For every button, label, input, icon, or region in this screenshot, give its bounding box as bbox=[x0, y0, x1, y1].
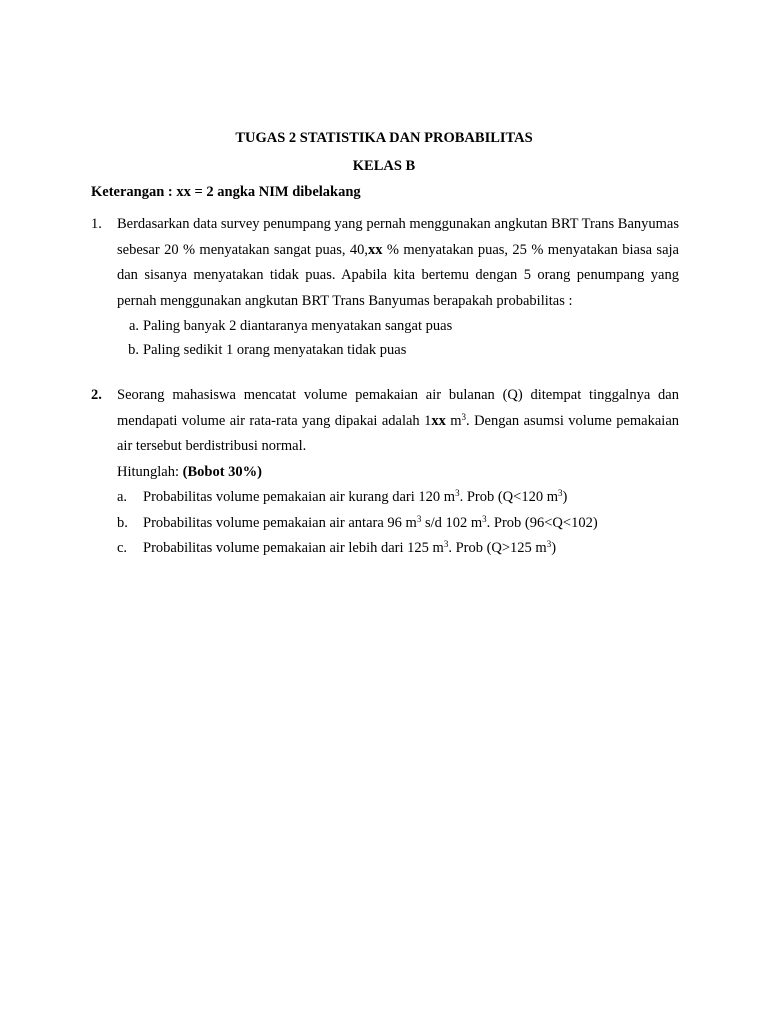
item-text: . Prob (96<Q<102) bbox=[486, 514, 598, 531]
placeholder-xx: xx bbox=[431, 412, 446, 429]
question-number: 1. bbox=[91, 216, 102, 232]
list-item bbox=[117, 511, 679, 537]
item-text: Paling sedikit 1 orang menyatakan tidak puas bbox=[143, 342, 407, 358]
item-superscript: 3 bbox=[443, 539, 449, 549]
hitung-line bbox=[117, 460, 679, 486]
item-text: . Prob (Q<120 m bbox=[459, 489, 558, 505]
weight-label: (Bobot 30%) bbox=[182, 463, 263, 480]
item-superscript: 3 bbox=[482, 513, 487, 524]
sub-list bbox=[117, 485, 679, 562]
question-1 bbox=[91, 212, 679, 362]
list-item bbox=[117, 536, 679, 562]
question-body bbox=[117, 212, 679, 314]
item-letter: a. bbox=[128, 318, 139, 334]
item-superscript: 3 bbox=[546, 539, 552, 549]
question-number: 2. bbox=[91, 387, 102, 403]
item-text: s/d 102 m bbox=[421, 514, 483, 531]
unit-text: m bbox=[445, 412, 462, 429]
item-letter: b. bbox=[117, 514, 128, 531]
item-superscript: 3 bbox=[416, 513, 422, 524]
unit-superscript: 3 bbox=[461, 411, 467, 422]
item-text: ) bbox=[551, 540, 557, 556]
item-text: Probabilitas volume pemakaian air lebih dari 125 m bbox=[143, 540, 444, 556]
list-item bbox=[128, 314, 679, 338]
item-letter: a. bbox=[117, 489, 128, 505]
sub-list bbox=[128, 314, 679, 362]
item-text: Paling banyak 2 diantaranya menyatakan sangat puas bbox=[143, 318, 453, 334]
item-superscript: 3 bbox=[557, 488, 563, 498]
question-body bbox=[117, 383, 679, 460]
item-text: ) bbox=[562, 489, 568, 505]
question-text-cont: % menyatakan puas, 25 % menyatakan biasa saja dan sisanya menyatakan tidak puas. Apabila kita bertemu dengan 5 orang penumpang yang pernah menggunakan angkutan BRT Trans Banyumas berapakah probabilitas : bbox=[117, 241, 679, 309]
question-text: Berdasarkan data survey penumpang yang pernah menggunakan angkutan BRT Trans Banyumas sebesar 20 % menyatakan sangat puas, 40, bbox=[117, 216, 679, 258]
item-text: Probabilitas volume pemakaian air kurang dari 120 m bbox=[143, 489, 456, 505]
item-text: Probabilitas volume pemakaian air antara 96 m bbox=[143, 514, 417, 531]
hitung-label: Hitunglah: bbox=[117, 463, 183, 480]
question-text-cont: . Dengan asumsi volume pemakaian air tersebut berdistribusi normal. bbox=[117, 412, 680, 454]
placeholder-xx: xx bbox=[368, 241, 383, 258]
document-title: TUGAS 2 STATISTIKA DAN PROBABILITAS bbox=[235, 130, 533, 146]
item-superscript: 3 bbox=[455, 488, 460, 498]
item-letter: b. bbox=[128, 342, 139, 358]
item-letter: c. bbox=[117, 540, 128, 556]
question-text: Seorang mahasiswa mencatat volume pemakaian air bulanan (Q) ditempat tinggalnya dan mendapati volume air rata-rata yang dipakai adalah 1 bbox=[117, 387, 679, 429]
list-item bbox=[128, 338, 679, 362]
list-item bbox=[117, 485, 679, 511]
item-text: . Prob (Q>125 m bbox=[448, 540, 547, 556]
note-text: Keterangan : xx = 2 angka NIM dibelakang bbox=[91, 184, 361, 200]
question-2 bbox=[91, 383, 679, 562]
document-subtitle: KELAS B bbox=[352, 158, 416, 174]
